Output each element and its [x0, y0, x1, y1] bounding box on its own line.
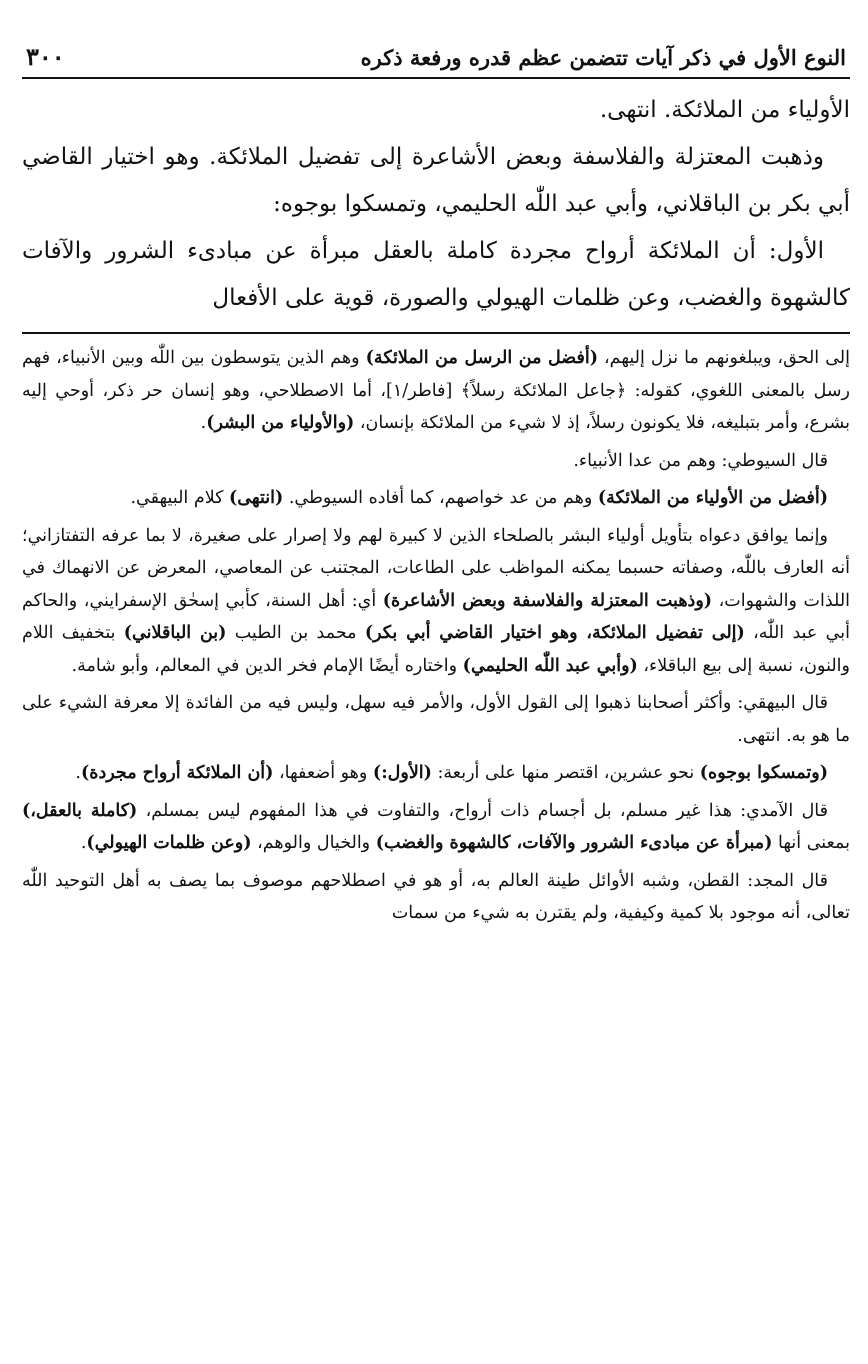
running-title: النوع الأول في ذكر آيات تتضمن عظم قدره ورفعة ذكره	[360, 45, 846, 70]
commentary-text: قال الآمدي: هذا غير مسلم، بل أجسام ذات أرواح، والتفاوت في هذا المفهوم ليس بمسلم،	[137, 800, 828, 821]
commentary-text: بتخفيف اللام والنون، نسبة إلى بيع الباقلاء،	[22, 623, 850, 676]
commentary-text: قال السيوطي: وهم من عدا الأنبياء.	[573, 450, 828, 471]
commentary-text: والخيال والوهم،	[251, 833, 376, 853]
commentary-text: أي: أهل السنة، كأبي إسحٰق الإسفرايني، والحاكم أبي عبد اللّٰه،	[22, 590, 850, 643]
main-paragraph: الأولياء من الملائكة. انتهى.	[599, 97, 850, 123]
book-page	[22, 42, 850, 935]
quoted-matn-text: (وأبي عبد اللّٰه الحليمي)	[462, 655, 638, 676]
quoted-matn-text: (وذهبت المعتزلة والفلاسفة وبعض الأشاعرة)	[382, 590, 713, 611]
commentary-text: قال البيهقي: وأكثر أصحابنا ذهبوا إلى القول الأول، والأمر فيه سهل، وليس فيه من الفائدة إلا معرفة الشيء على ما هو به. انتهى.	[22, 693, 850, 746]
quoted-matn-text: (أفضل من الرسل من الملائكة)	[365, 348, 598, 368]
quoted-matn-text: (كاملة بالعقل،)	[22, 800, 138, 821]
commentary-paragraph	[22, 445, 850, 478]
main-paragraph: الأول: أن الملائكة أرواح مجردة كاملة بالعقل مبرأة عن مبادىء الشرور والآفات كالشهوة والغضب، وعن ظلمات الهيولي والصورة، قوية على الأفعال	[22, 238, 850, 311]
commentary-text: .	[80, 833, 87, 853]
commentary-text: وهو أضعفها،	[273, 763, 373, 783]
quoted-matn-text: (مبرأة عن مبادىء الشرور والآفات، كالشهوة والغضب)	[375, 833, 773, 853]
quoted-matn-text: (وعن ظلمات الهيولي)	[86, 833, 252, 853]
page-number: ٣٠٠	[26, 42, 65, 71]
commentary	[22, 342, 850, 930]
commentary-text: إلى الحق، ويبلغونهم ما نزل إليهم،	[597, 348, 850, 368]
commentary-paragraph	[22, 482, 850, 515]
commentary-text: محمد بن الطيب	[226, 623, 365, 643]
quoted-matn-text: (بن الباقلاني)	[123, 623, 227, 643]
commentary-text: كلام البيهقي.	[130, 488, 230, 508]
commentary-text: .	[200, 413, 207, 433]
commentary-paragraph	[22, 520, 850, 683]
commentary-paragraph	[22, 795, 850, 860]
quoted-matn-text: (والأولياء من البشر)	[206, 413, 355, 433]
quoted-matn-text: (انتهى)	[229, 488, 284, 508]
commentary-text: .	[75, 763, 81, 783]
commentary-text: وهم الذين يتوسطون بين اللّٰه وبين الأنبياء، فهم رسل بالمعنى اللغوي، كقوله: ﴿جاعل الملائكة رسلاً﴾ [فاطر/١]، أما الاصطلاحي، وهو إنسان حر ذكر، أوحي إليه بشرع، وأمر بتبليغه، فلا يكونون رسلاً، إذ لا شيء من الملائكة بإنسان،	[22, 348, 850, 433]
commentary-text: واختاره أيضًا الإمام فخر الدين في المعالم، وأبو شامة.	[71, 655, 463, 676]
commentary-paragraph	[22, 687, 850, 752]
page-header	[22, 42, 850, 79]
commentary-paragraph	[22, 342, 850, 440]
commentary-paragraph	[22, 757, 850, 790]
quoted-matn-text: (الأول:)	[372, 763, 432, 783]
quoted-matn-text: (أن الملائكة أرواح مجردة)	[81, 763, 274, 783]
footnote-separator	[22, 332, 850, 334]
commentary-text: قال المجد: القطن، وشبه الأوائل طينة العالم به، أو هو في اصطلاحهم موصوف بما يصف به أهل التوحيد اللّٰه تعالى، أنه موجود بلا كمية وكيفية، ولم يقترن به شيء من سمات	[22, 870, 850, 923]
quoted-matn-text: (أفضل من الأولياء من الملائكة)	[597, 488, 828, 508]
quoted-matn-text: (وتمسكوا بوجوه)	[699, 763, 828, 783]
commentary-text: وهم من عد خواصهم، كما أفاده السيوطي.	[283, 488, 598, 508]
commentary-text: وإنما يوافق دعواه بتأويل أولياء البشر بالصلحاء الذين لا كبيرة لهم ولا إصرار على صغيرة، لا بما عرفه التفتازاني؛ أنه العارف باللّٰه، وصفاته حسبما يمكنه المواظب على الطاعات، المجتنب عن المعاصي، المعرض عن الانهماك في اللذات والشهوات،	[22, 525, 851, 611]
quoted-matn-text: (إلى تفضيل الملائكة، وهو اختيار القاضي أبي بكر)	[364, 623, 745, 643]
commentary-text: نحو عشرين، اقتصر منها على أربعة:	[431, 763, 700, 783]
commentary-text: بمعنى أنها	[772, 833, 850, 853]
main-paragraph: وذهبت المعتزلة والفلاسفة وبعض الأشاعرة إلى تفضيل الملائكة. وهو اختيار القاضي أبي بكر بن الباقلاني، وأبي عبد اللّٰه الحليمي، وتمسكوا بوجوه:	[22, 144, 850, 217]
main-text	[22, 87, 850, 322]
commentary-paragraph	[22, 865, 850, 930]
